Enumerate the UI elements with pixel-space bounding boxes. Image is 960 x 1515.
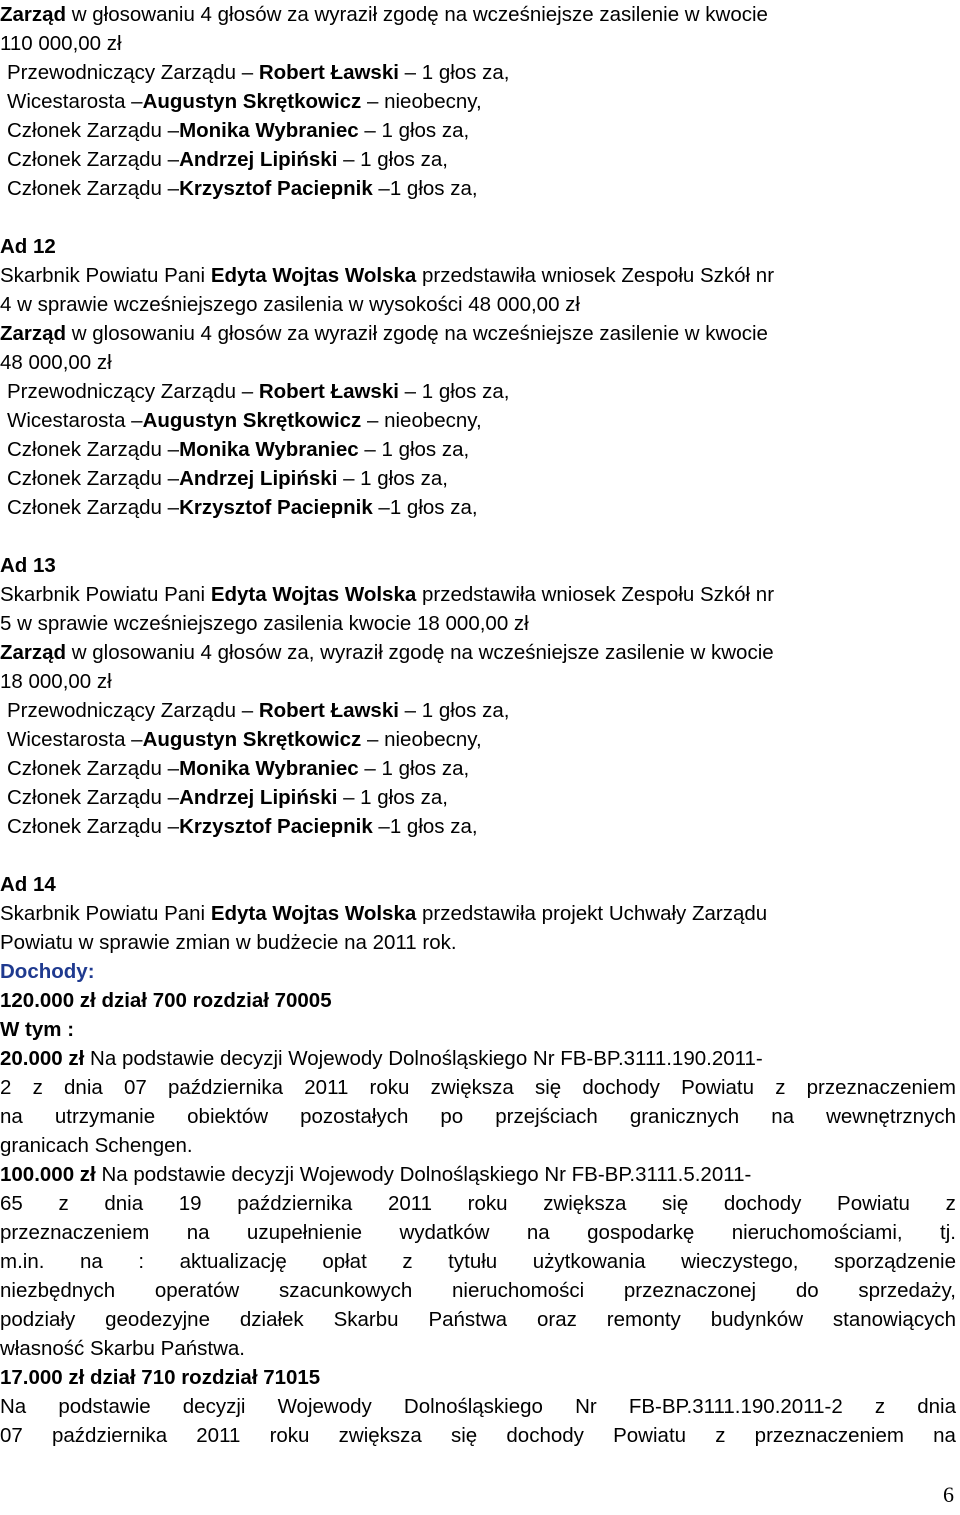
word: się	[662, 1192, 689, 1215]
word: zwiększa	[430, 1076, 514, 1099]
word: m.in.	[0, 1250, 45, 1273]
vote-line: Członek Zarządu –Monika Wybraniec – 1 głos za,	[7, 438, 470, 461]
motion-line: 4 w sprawie wcześniejszego zasilenia w wysokości 48 000,00 zł	[0, 293, 580, 316]
word: nieruchomości	[451, 1279, 585, 1302]
word: się	[451, 1424, 478, 1447]
vote-line: Członek Zarządu –Monika Wybraniec – 1 głos za,	[7, 757, 470, 780]
word: 07	[123, 1076, 147, 1099]
word: Państwa	[428, 1308, 508, 1331]
resolution-line: Zarząd w głosowaniu 4 głosów za wyraził zgodę na wcześniejsze zasilenie w kwocie	[0, 3, 768, 26]
word: Powiatu	[681, 1076, 755, 1099]
motion-line: Skarbnik Powiatu Pani Edyta Wojtas Wolska przedstawiła wniosek Zespołu Szkół nr	[0, 583, 775, 606]
word: przeznaczeniem	[0, 1221, 150, 1244]
in-that-label: W tym :	[0, 1018, 75, 1041]
word: dnia	[917, 1395, 956, 1418]
section-heading: Ad 14	[0, 873, 56, 896]
word: października	[167, 1076, 284, 1099]
word: oraz	[536, 1308, 577, 1331]
word: z	[715, 1424, 726, 1447]
vote-line: Wicestarosta –Augustyn Skrętkowicz – nieobecny,	[7, 409, 482, 432]
word: Nr	[575, 1395, 597, 1418]
word: roku	[369, 1076, 410, 1099]
word: tytułu	[448, 1250, 498, 1273]
word: utrzymanie	[54, 1105, 156, 1128]
word: stanowiących	[832, 1308, 956, 1331]
word: wydatków	[399, 1221, 490, 1244]
budget-line: 120.000 zł dział 700 rozdział 70005	[0, 989, 332, 1012]
budget-line: 17.000 zł dział 710 rozdział 71015	[0, 1366, 321, 1389]
motion-line: 5 w sprawie wcześniejszego zasilenia kwocie 18 000,00 zł	[0, 612, 529, 635]
word: dochody	[723, 1192, 802, 1215]
amount-line: 110 000,00 zł	[0, 32, 122, 55]
word: geodezyjne	[105, 1308, 210, 1331]
word: budynków	[710, 1308, 804, 1331]
justified-line	[0, 1392, 956, 1421]
income-heading: Dochody:	[0, 960, 95, 983]
resolution-line: Zarząd w glosowaniu 4 głosów za, wyraził zgodę na wcześniejsze zasilenie w kwocie	[0, 641, 774, 664]
word: pozostałych	[300, 1105, 409, 1128]
word: remonty	[606, 1308, 681, 1331]
justified-line	[0, 1276, 956, 1305]
justified-line	[0, 1073, 956, 1102]
word: Powiatu	[613, 1424, 687, 1447]
section-heading: Ad 12	[0, 235, 56, 258]
word: operatów	[154, 1279, 240, 1302]
word: do	[795, 1279, 819, 1302]
resolution-line: Zarząd w glosowaniu 4 głosów za wyraził zgodę na wcześniejsze zasilenie w kwocie	[0, 322, 768, 345]
vote-line: Członek Zarządu –Krzysztof Paciepnik –1 głos za,	[7, 177, 478, 200]
page-number: 6	[943, 1482, 954, 1507]
justified-line	[0, 1247, 956, 1276]
word: roku	[269, 1424, 310, 1447]
word: szacunkowych	[278, 1279, 413, 1302]
vote-line: Przewodniczący Zarządu – Robert Ławski – 1 głos za,	[7, 699, 510, 722]
word: z	[945, 1192, 956, 1215]
word: z	[775, 1076, 786, 1099]
word: FB-BP.3111.190.2011-2	[628, 1395, 843, 1418]
vote-line: Członek Zarządu –Monika Wybraniec – 1 głos za,	[7, 119, 470, 142]
section-heading: Ad 13	[0, 554, 56, 577]
word: z	[874, 1395, 886, 1418]
motion-line: Powiatu w sprawie zmian w budżecie na 2011 rok.	[0, 931, 457, 954]
word: Powiatu	[837, 1192, 910, 1215]
word: dochody	[582, 1076, 660, 1099]
motion-line: Skarbnik Powiatu Pani Edyta Wojtas Wolska przedstawiła projekt Uchwały Zarządu	[0, 902, 768, 925]
word: podstawie	[58, 1395, 151, 1418]
vote-line: Wicestarosta –Augustyn Skrętkowicz – nieobecny,	[7, 90, 482, 113]
word: 19	[178, 1192, 202, 1215]
word: z	[32, 1076, 43, 1099]
justified-line	[0, 1102, 956, 1131]
word: na	[0, 1105, 23, 1128]
vote-line: Członek Zarządu –Andrzej Lipiński – 1 głos za,	[7, 786, 448, 809]
word: wieczystego,	[681, 1250, 799, 1273]
word: przejściach	[495, 1105, 598, 1128]
word: sprzedaży,	[858, 1279, 956, 1302]
vote-line: Przewodniczący Zarządu – Robert Ławski – 1 głos za,	[7, 61, 510, 84]
vote-line: Członek Zarządu –Krzysztof Paciepnik –1 głos za,	[7, 496, 478, 519]
word: uzupełnienie	[246, 1221, 363, 1244]
word: na	[186, 1221, 210, 1244]
word: aktualizację	[179, 1250, 287, 1273]
word: Skarbu	[333, 1308, 399, 1331]
word: działek	[239, 1308, 304, 1331]
word: przeznaczeniem	[754, 1424, 904, 1447]
amount-line: 48 000,00 zł	[0, 351, 112, 374]
word: na	[80, 1250, 103, 1273]
word: Dolnośląskiego	[403, 1395, 543, 1418]
word: :	[138, 1250, 145, 1273]
word: niezbędnych	[0, 1279, 116, 1302]
paragraph-line: granicach Schengen.	[0, 1134, 193, 1157]
word: granicznych	[629, 1105, 740, 1128]
word: 65	[0, 1192, 23, 1215]
word: października	[52, 1424, 168, 1447]
word: na	[771, 1105, 795, 1128]
word: Na	[0, 1395, 27, 1418]
word: 2011	[196, 1424, 241, 1447]
word: 2	[0, 1076, 12, 1099]
word: się	[534, 1076, 562, 1099]
word: sporządzenie	[834, 1250, 956, 1273]
word: na	[933, 1424, 956, 1447]
budget-item-line: 20.000 zł Na podstawie decyzji Wojewody Dolnośląskiego Nr FB-BP.3111.190.2011-	[0, 1047, 763, 1070]
word: Wojewody	[277, 1395, 372, 1418]
motion-line: Skarbnik Powiatu Pani Edyta Wojtas Wolska przedstawiła wniosek Zespołu Szkół nr	[0, 264, 775, 287]
word: 2011	[304, 1076, 349, 1099]
word: przeznaczonej	[623, 1279, 757, 1302]
word: zwiększa	[338, 1424, 422, 1447]
word: zwiększa	[543, 1192, 627, 1215]
word: nieruchomościami,	[731, 1221, 903, 1244]
vote-line: Członek Zarządu –Andrzej Lipiński – 1 głos za,	[7, 467, 448, 490]
word: z	[402, 1250, 413, 1273]
word: użytkowania	[532, 1250, 646, 1273]
word: tj.	[940, 1221, 956, 1244]
budget-item-line: 100.000 zł Na podstawie decyzji Wojewody Dolnośląskiego Nr FB-BP.3111.5.2011-	[0, 1163, 752, 1186]
word: przeznaczeniem	[806, 1076, 956, 1099]
word: po	[440, 1105, 464, 1128]
paragraph-line: własność Skarbu Państwa.	[0, 1337, 245, 1360]
word: dochody	[506, 1424, 584, 1447]
word: dnia	[64, 1076, 103, 1099]
word: podziały	[0, 1308, 76, 1331]
word: października	[237, 1192, 353, 1215]
justified-line	[0, 1218, 956, 1247]
justified-line	[0, 1305, 956, 1334]
word: z	[58, 1192, 69, 1215]
word: 07	[0, 1424, 23, 1447]
word: roku	[467, 1192, 508, 1215]
vote-line: Wicestarosta –Augustyn Skrętkowicz – nieobecny,	[7, 728, 482, 751]
word: decyzji	[182, 1395, 246, 1418]
vote-line: Członek Zarządu –Krzysztof Paciepnik –1 głos za,	[7, 815, 478, 838]
amount-line: 18 000,00 zł	[0, 670, 112, 693]
word: wewnętrznych	[826, 1105, 956, 1128]
word: 2011	[387, 1192, 433, 1215]
word: gospodarkę	[587, 1221, 695, 1244]
vote-line: Przewodniczący Zarządu – Robert Ławski – 1 głos za,	[7, 380, 510, 403]
vote-line: Członek Zarządu –Andrzej Lipiński – 1 głos za,	[7, 148, 448, 171]
word: obiektów	[187, 1105, 269, 1128]
word: opłat	[322, 1250, 367, 1273]
word: dnia	[104, 1192, 144, 1215]
justified-line	[0, 1421, 956, 1450]
word: na	[526, 1221, 550, 1244]
justified-line	[0, 1189, 956, 1218]
